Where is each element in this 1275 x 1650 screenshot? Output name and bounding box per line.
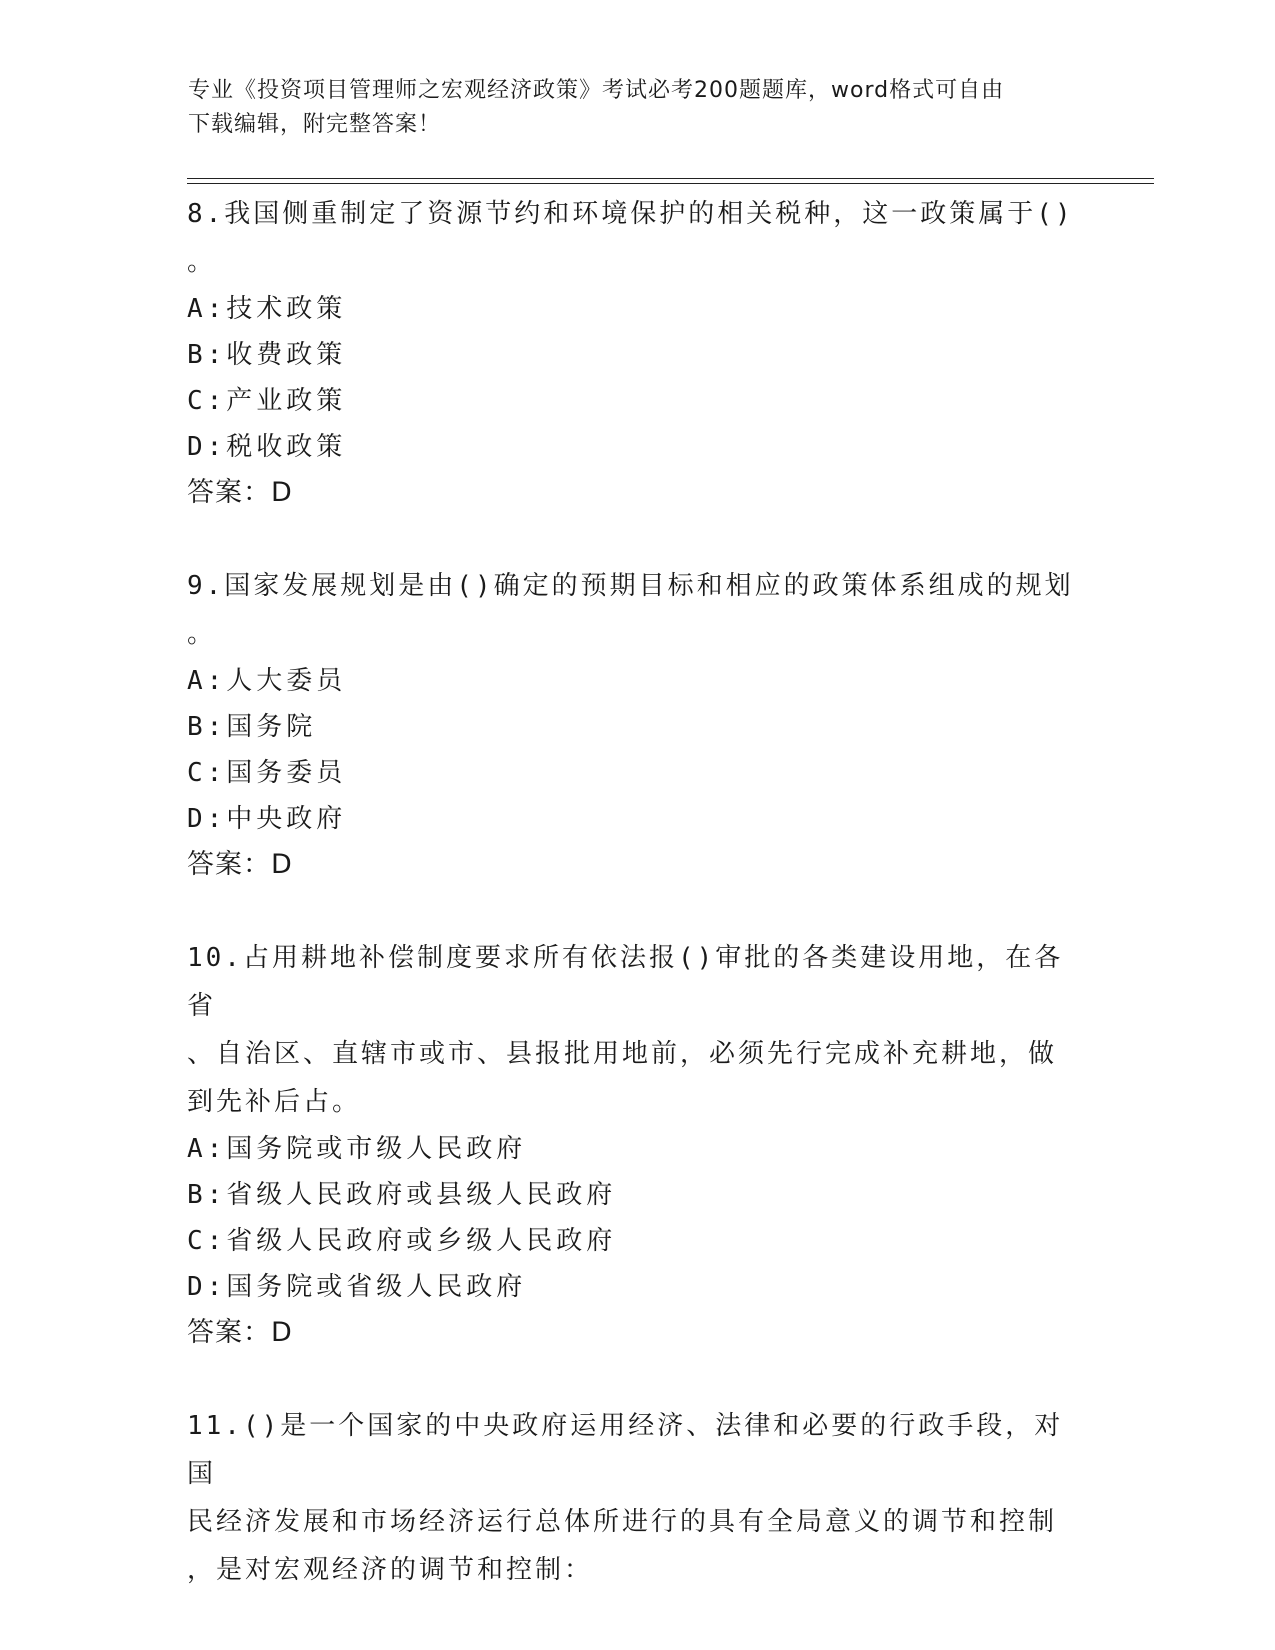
question-stem-line: 10.占用耕地补偿制度要求所有依法报()审批的各类建设用地，在各省: [187, 943, 1064, 1021]
question-11: [187, 1402, 1087, 1594]
option-b: B:国务院: [187, 712, 317, 742]
question-list: [187, 190, 1087, 1594]
question-stem-line: 。: [187, 619, 217, 649]
option-a: A:人大委员: [187, 666, 347, 696]
header-divider-top: [187, 178, 1154, 179]
option-b: B:省级人民政府或县级人民政府: [187, 1180, 617, 1210]
header-line-2: 下载编辑，附完整答案！: [188, 112, 442, 137]
option-b: B:收费政策: [187, 340, 347, 370]
question-stem-line: 8.我国侧重制定了资源节约和环境保护的相关税种，这一政策属于(): [187, 199, 1074, 229]
option-d: D:税收政策: [187, 432, 347, 462]
header-divider-bottom: [187, 183, 1154, 184]
document-header: [188, 74, 1088, 142]
answer-line: 答案：D: [187, 477, 293, 508]
question-stem-line: 9.国家发展规划是由()确定的预期目标和相应的政策体系组成的规划: [187, 571, 1074, 601]
option-a: A:技术政策: [187, 294, 347, 324]
question-stem-line: 民经济发展和市场经济运行总体所进行的具有全局意义的调节和控制: [187, 1507, 1058, 1537]
option-c: C:省级人民政府或乡级人民政府: [187, 1226, 617, 1256]
question-9: [187, 562, 1087, 888]
question-stem-line: ，是对宏观经济的调节和控制：: [187, 1555, 594, 1585]
header-line-1: 专业《投资项目管理师之宏观经济政策》考试必考200题题库，word格式可自由: [188, 78, 1005, 103]
option-a: A:国务院或市级人民政府: [187, 1134, 527, 1164]
option-c: C:国务委员: [187, 758, 347, 788]
question-10: [187, 934, 1087, 1356]
question-stem-line: 。: [187, 247, 217, 277]
question-stem-line: 、自治区、直辖市或市、县报批用地前，必须先行完成补充耕地，做: [187, 1039, 1058, 1069]
answer-line: 答案：D: [187, 849, 293, 880]
option-d: D:中央政府: [187, 804, 347, 834]
answer-line: 答案：D: [187, 1317, 293, 1348]
question-8: [187, 190, 1087, 516]
option-c: C:产业政策: [187, 386, 347, 416]
question-stem-line: 到先补后占。: [187, 1087, 362, 1117]
option-d: D:国务院或省级人民政府: [187, 1272, 527, 1302]
question-stem-line: 11.()是一个国家的中央政府运用经济、法律和必要的行政手段，对国: [187, 1411, 1064, 1489]
